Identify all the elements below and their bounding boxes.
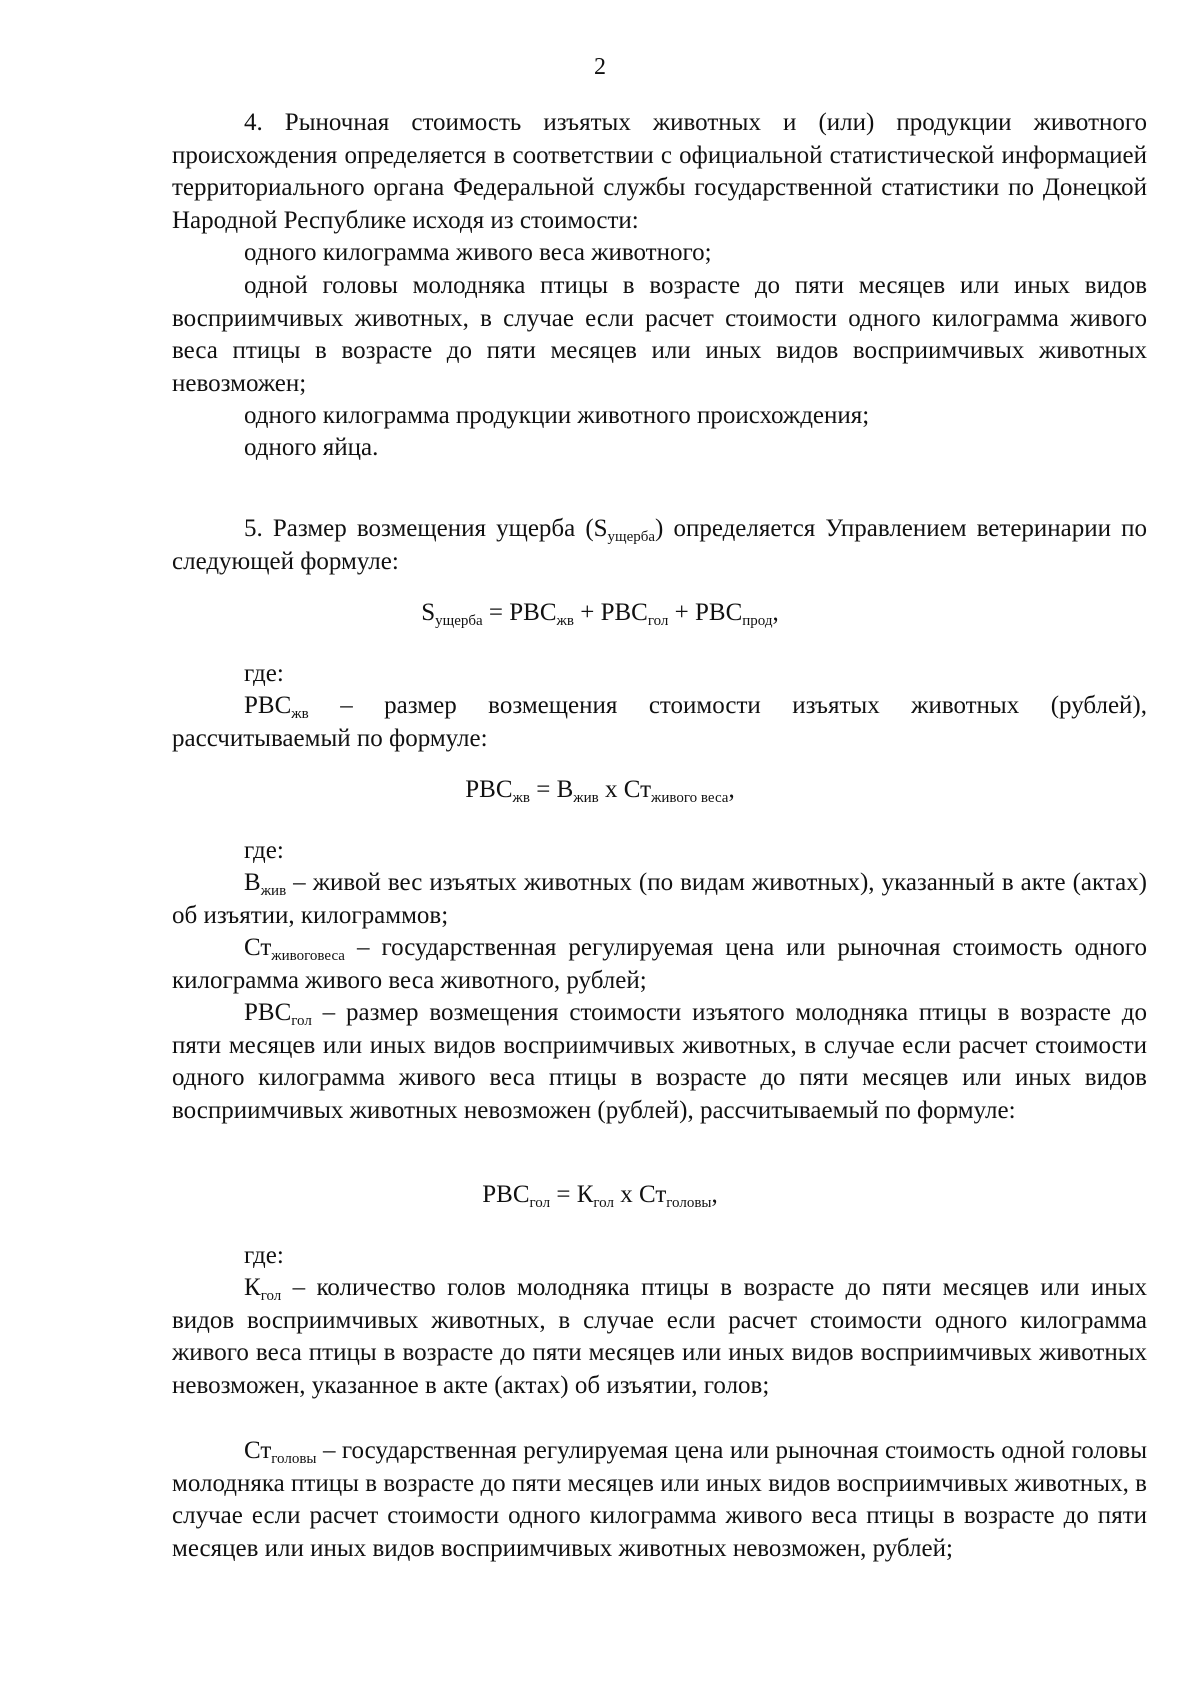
list-item-live-weight: одного килограмма живого веса животного; (244, 239, 712, 266)
page-number: 2 (594, 54, 606, 80)
definition-st-zhivogo-vesa: $Ст_{живоговеса}$ – государственная регулируемая цена или рыночная стоимость одного килограмма живого веса животного, рублей; (172, 934, 1147, 994)
definition-k-gol: $К_{гол}$ – количество голов молодняка птицы в возрасте до пяти месяцев или иных видов восприимчивых животных, в случае если расчет стоимости одного килограмма живого веса птицы в возрасте до пяти месяцев или иных видов восприимчивых животных невозможен, указанное в акте (актах) об изъятии, голов; (172, 1274, 1147, 1399)
list-item-product: одного килограмма продукции животного происхождения; (244, 402, 870, 429)
list-item-head: одной головы молодняка птицы в возрасте до пяти месяцев или иных видов восприимчивых животных, в случае если расчет стоимости одного килограмма живого веса птицы в возрасте до пяти месяцев или иных видов восприимчивых животных невозможен; (172, 272, 1147, 397)
paragraph-5: 5. Размер возмещения ущерба $(S_{ущерба})$ определяется Управлением ветеринарии по следующей формуле: (172, 515, 1147, 575)
formula-damage: $S_{ущерба} = РВС_{жв} + РВС_{гол} + РВС_{прод}$, (421, 599, 779, 629)
definition-v-zhiv: $В_{жив}$ – живой вес изъятых животных (по видам животных), указанный в акте (актах) об изъятии, килограммов; (172, 869, 1147, 929)
definition-rvs-gol: $РВС_{гол}$ – размер возмещения стоимости изъятого молодняка птицы в возрасте до пяти месяцев или иных видов восприимчивых животных, в случае если расчет стоимости одного килограмма живого веса птицы в возрасте до пяти месяцев или иных видов восприимчивых животных невозможен (рублей), рассчитываемый по формуле: (172, 999, 1147, 1124)
formula-rvs-gol: $РВС_{гол} = К_{гол}$ х $Ст_{головы}$, (482, 1181, 718, 1211)
list-item-egg: одного яйца. (244, 434, 379, 461)
paragraph-4: 4. Рыночная стоимость изъятых животных и (или) продукции животного происхождения определяется в соответствии с официальной статистической информацией территориального органа Федеральной службы государственной статистики по Донецкой Народной Республике исходя из стоимости: (172, 109, 1147, 234)
definition-st-golovy: $Ст_{головы}$ – государственная регулируемая цена или рыночная стоимость одной головы молодняка птицы в возрасте до пяти месяцев или иных видов восприимчивых животных, в случае если расчет стоимости одного килограмма живого веса птицы в возрасте до пяти месяцев или иных видов восприимчивых животных невозможен, рублей; (172, 1437, 1147, 1562)
formula-rvs-zhv: $РВС_{жв} = В_{жив}$ х $Ст_{живого веса}$, (465, 776, 735, 806)
where-label: где: (244, 660, 284, 687)
where-label: где: (244, 1242, 284, 1269)
where-label: где: (244, 837, 284, 864)
definition-rvs-zhv: $РВС_{жв}$ – размер возмещения стоимости изъятых животных (рублей), рассчитываемый по формуле: (172, 692, 1147, 752)
